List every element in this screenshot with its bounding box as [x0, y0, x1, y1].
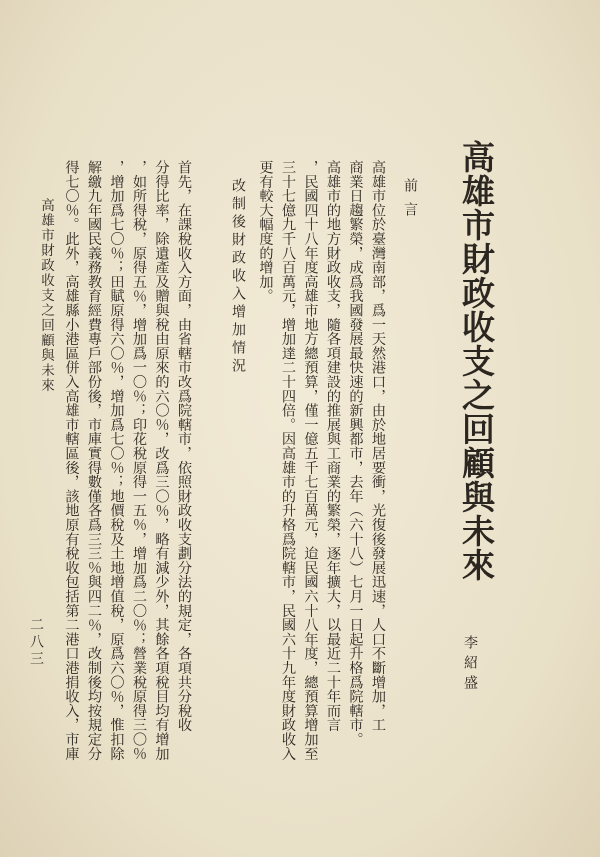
- text-line: 解繳九年國民義務教育經費專戶部份後，市庫實得數僅各爲三三％與四二％，改制後均按規定分: [86, 160, 102, 761]
- text-line: 三十七億九千八百萬元，增加達二十四倍。因高雄市的升格爲院轄市，民國六十九年度財政收入: [280, 160, 296, 761]
- running-header: 高雄市財政收支之回顧與未來: [38, 198, 54, 393]
- text-line: ，民國四十八年度高雄市地方總預算，僅一億五千七百萬元，迨民國六十八年度，總預算增加至: [302, 160, 319, 761]
- text-line: 分得比率，除遺產及贈與稅由原來的六〇％，改爲三〇％，略有減少外，其餘各項稅目均有增加: [153, 160, 170, 761]
- text-line: 更有較大幅度的增加。: [257, 160, 274, 303]
- text-line: ，增加爲七〇％；田賦原得六〇％，增加爲七〇％；地價稅及土地增值稅，原爲六〇％，惟扣除: [108, 160, 125, 761]
- text-line: 得七〇％。此外，高雄縣小港區併入高雄市轄區後，該地原有稅收包括第二港口港捐收入，市庫: [63, 160, 80, 761]
- page-number: 二八三: [28, 617, 44, 668]
- text-line: 高雄市的地方財政收支，隨各項建設的推展與工商業的繁榮，逐年擴大，以最近二十年而言: [325, 160, 341, 732]
- intro-text: [254, 160, 389, 761]
- text-line: 首先，在課稅收入方面，由省轄市改爲院轄市，依照財政收支劃分法的規定，各項共分稅收: [176, 160, 192, 732]
- intro-heading: 前言: [402, 178, 418, 226]
- text-line: 商業日趨繁榮，成爲我國發展最快速的新興都市，去年（六十八）七月一日起升格爲院轄市。: [347, 160, 364, 747]
- section-heading: 改制後財政收入增加情況: [230, 178, 246, 376]
- section-text: [60, 160, 195, 761]
- text-line: ，如所得稅，原得五％，增加爲一〇％；印花稅原得一五％，增加爲二〇％；營業稅原得三〇％: [131, 160, 147, 761]
- author-name: 李紹盛: [462, 635, 478, 695]
- text-line: 高雄市位於臺灣南部，爲一天然港口，由於地居要衝，光復後發展迅速，人口不斷增加，工: [370, 160, 386, 732]
- article-title: 高雄市財政收支之回顧與未來: [457, 140, 496, 582]
